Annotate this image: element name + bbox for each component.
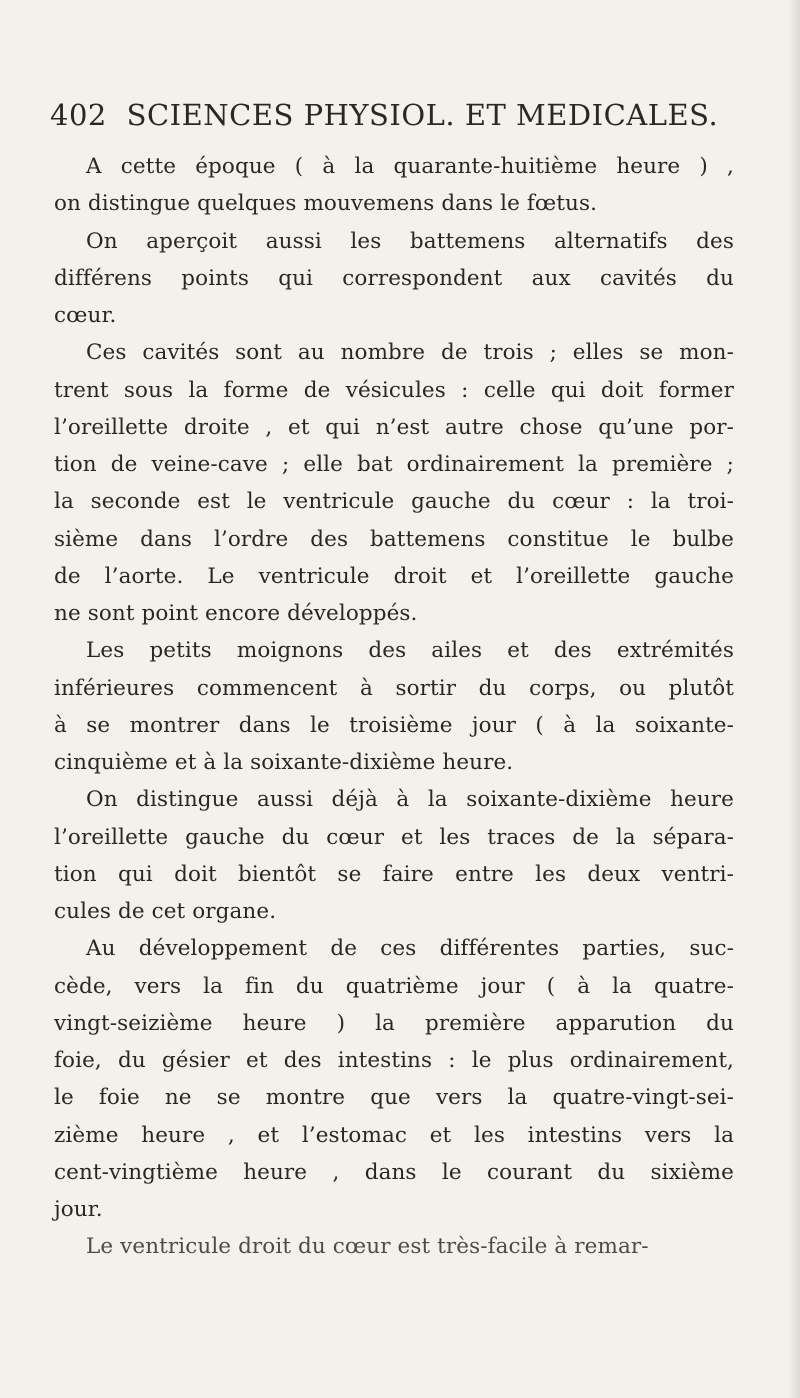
text-line: l’oreillette droite , et qui n’est autre chose qu’une por- [54,414,734,440]
text-line: tion qui doit bientôt se faire entre les deux ventri- [54,861,734,887]
text-line: ne sont point encore développés. [54,601,418,626]
text-line: foie, du gésier et des intestins : le plus ordinairement, [54,1048,734,1073]
text-line: cent-vingtième heure , dans le courant du sixième [54,1159,734,1185]
page-edge-shadow [788,0,800,1398]
text-line: cède, vers la fin du quatrième jour ( à la quatre- [54,973,734,999]
text-line: A cette époque ( à la quarante-huitième heure ) , [86,154,734,179]
text-line: à se montrer dans le troisième jour ( à la soixante- [54,712,734,738]
text-line: inférieures commencent à sortir du corps, ou plutôt [54,675,734,701]
text-line: on distingue quelques mouvemens dans le fœtus. [54,191,598,217]
text-line: la seconde est le ventricule gauche du cœur : la troi- [54,489,734,515]
text-line: zième heure , et l’estomac et les intestins vers la [54,1122,734,1148]
text-line: le foie ne se montre que vers la quatre-vingt-sei- [54,1085,734,1111]
page-header-title: SCIENCES PHYSIOL. ET MEDICALES. [126,98,719,132]
text-line: jour. [54,1197,103,1222]
text-line: l’oreillette gauche du cœur et les traces de la sépara- [54,824,734,850]
text-line: cœur. [54,303,117,328]
text-line: tion de veine-cave ; elle bat ordinairement la première ; [54,452,734,477]
running-head [50,98,750,132]
text-line: différens points qui correspondent aux cavités du [54,265,734,291]
text-line: On distingue aussi déjà à la soixante-dixième heure [86,787,734,813]
text-line: de l’aorte. Le ventricule droit et l’oreillette gauche [54,563,734,589]
text-line: cules de cet organe. [54,899,277,924]
text-line: On aperçoit aussi les battemens alternatifs des [86,228,734,254]
text-line: Le ventricule droit du cœur est très-facile à remar- [86,1234,649,1260]
page-number: 402 [50,98,107,132]
text-line: trent sous la forme de vésicules : celle qui doit former [54,377,734,403]
text-line: Ces cavités sont au nombre de trois ; elles se mon- [86,340,734,366]
text-line: Au développement de ces différentes parties, suc- [86,936,734,962]
body-text [54,148,734,1266]
text-line: sième dans l’ordre des battemens constitue le bulbe [54,526,734,552]
text-line: cinquième et à la soixante-dixième heure. [54,750,514,775]
text-line: Les petits moignons des ailes et des extrémités [86,638,734,664]
text-line: vingt-seizième heure ) la première apparution du [54,1010,734,1036]
